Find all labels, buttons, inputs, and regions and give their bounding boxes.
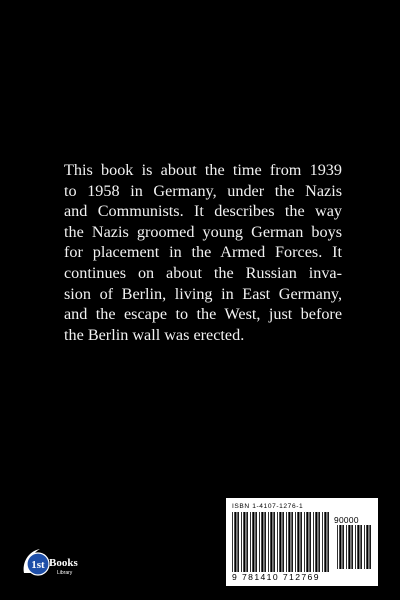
- barcode-bar: [277, 512, 278, 572]
- barcode-bar: [355, 525, 356, 569]
- barcode-bar: [282, 512, 284, 572]
- barcode-digits: 9 781410 712769: [232, 572, 320, 582]
- barcode-bar: [250, 512, 251, 572]
- barcode-bar: [337, 525, 338, 569]
- barcode-bar: [339, 525, 341, 569]
- barcode-bar: [237, 512, 239, 572]
- barcode-bar: [313, 512, 314, 572]
- barcode-bar: [364, 525, 365, 569]
- blurb-line: and Communists. It describes the way: [64, 202, 342, 221]
- barcode-bar: [315, 512, 317, 572]
- publisher-logo-icon: [20, 543, 90, 583]
- blurb-line: and the escape to the West, just before: [64, 305, 342, 324]
- price-code-label: 90000: [334, 515, 359, 525]
- blurb-line: for placement in the Armed Forces. It: [64, 243, 342, 262]
- barcode-bar: [304, 512, 305, 572]
- barcode-bar: [309, 512, 311, 572]
- barcode-bar: [246, 512, 248, 572]
- barcode-bar: [264, 512, 266, 572]
- barcode-bar: [324, 512, 326, 572]
- barcode-bar: [291, 512, 293, 572]
- blurb-line: to 1958 in Germany, under the Nazis: [64, 181, 342, 200]
- blurb-line: continues on about the Russian inva-: [64, 263, 342, 282]
- publisher-logo: [20, 543, 90, 583]
- barcode-bar: [255, 512, 257, 572]
- barcode-bar: [346, 525, 347, 569]
- barcode-bar: [286, 512, 287, 572]
- barcode-bar: [232, 512, 233, 572]
- barcode-bar: [270, 512, 272, 572]
- logo-1st: 1st: [31, 559, 45, 571]
- barcode-bar: [268, 512, 269, 572]
- barcode-bar: [234, 512, 236, 572]
- barcode-bar: [243, 512, 245, 572]
- barcode-bar: [351, 525, 353, 569]
- isbn-label: ISBN 1-4107-1276-1: [232, 503, 304, 510]
- barcode-bar: [300, 512, 302, 572]
- barcode-bar: [273, 512, 275, 572]
- barcode-bar: [327, 512, 329, 572]
- barcode-bar: [288, 512, 290, 572]
- barcode-bar: [342, 525, 344, 569]
- barcode-bar: [261, 512, 263, 572]
- addon-barcode-bars: [336, 525, 374, 571]
- blurb-line: This book is about the time from 1939: [64, 161, 342, 179]
- blurb-line: the Berlin wall was erected.: [64, 325, 245, 344]
- isbn-barcode: [226, 498, 378, 586]
- blurb-line: the Nazis groomed young German boys: [64, 222, 342, 241]
- barcode-bar: [357, 525, 359, 569]
- barcode-bar: [306, 512, 308, 572]
- barcode-bar: [259, 512, 260, 572]
- barcode-bar: [369, 525, 371, 569]
- logo-books: Books: [49, 557, 78, 569]
- barcode-bar: [295, 512, 296, 572]
- back-cover-blurb: [64, 160, 342, 345]
- barcode-bar: [322, 512, 323, 572]
- barcode-bar: [360, 525, 362, 569]
- barcode-bar: [297, 512, 299, 572]
- barcode-bar: [366, 525, 368, 569]
- barcode-bar: [241, 512, 242, 572]
- logo-library: Library: [57, 570, 73, 576]
- barcode-bar: [279, 512, 281, 572]
- barcode-bar: [348, 525, 350, 569]
- barcode-bar: [252, 512, 254, 572]
- blurb-line: sion of Berlin, living in East Germany,: [64, 284, 342, 303]
- barcode-bar: [318, 512, 320, 572]
- ean-barcode-bars: [231, 512, 331, 574]
